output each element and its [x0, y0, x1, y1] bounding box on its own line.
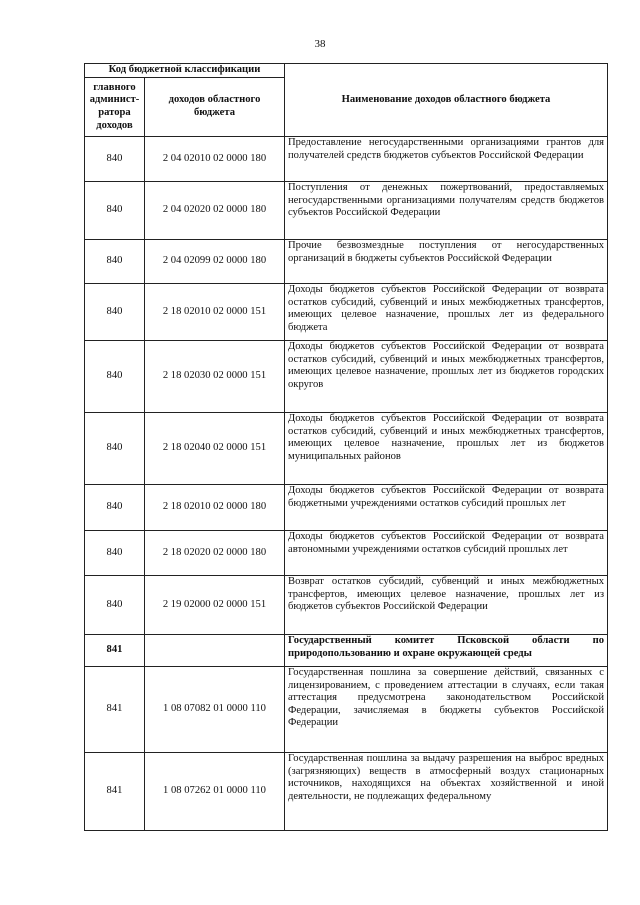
- income-code-cell: 2 04 02020 02 0000 180: [145, 182, 285, 240]
- income-name-cell: Возврат остатков субсидий, субвенций и иных межбюджетных трансфертов, имеющих целевое назначение, прошлых лет из бюджетов субъектов Российской Федерации: [285, 576, 608, 635]
- income-name-cell: Поступления от денежных пожертвований, предоставляемых негосударственными организациями получателям средств бюджетов субъектов Российской Федерации: [285, 182, 608, 240]
- income-code-cell: 2 18 02010 02 0000 151: [145, 284, 285, 341]
- admin-code-cell: 841: [85, 635, 145, 667]
- header-admin-column: [85, 78, 145, 137]
- admin-code-cell: 840: [85, 240, 145, 284]
- section-header-row: [85, 635, 608, 667]
- admin-code-cell: 840: [85, 341, 145, 413]
- admin-code-cell: 840: [85, 137, 145, 182]
- income-code-cell: 2 18 02040 02 0000 151: [145, 413, 285, 485]
- table-row: [85, 240, 608, 284]
- admin-code-cell: 840: [85, 413, 145, 485]
- admin-code-cell: 840: [85, 576, 145, 635]
- table-row: [85, 576, 608, 635]
- admin-code-cell: 841: [85, 667, 145, 753]
- income-code-cell: 1 08 07262 01 0000 110: [145, 753, 285, 831]
- income-name-cell: Государственная пошлина за выдачу разрешения на выброс вредных (загрязняющих) веществ в атмосферный воздух стационарных источников, находящихся на объектах хозяйственной и иной деятельности, не подлежащих федеральному: [285, 753, 608, 831]
- table-row: [85, 667, 608, 753]
- admin-code-cell: 841: [85, 753, 145, 831]
- income-name-cell: Предоставление негосударственными организациями грантов для получателей средств бюджетов субъектов Российской Федерации: [285, 137, 608, 182]
- header-name-column: Наименование доходов областного бюджета: [285, 64, 608, 137]
- header-income-column: доходов областного бюджета: [145, 78, 285, 137]
- admin-code-cell: 840: [85, 531, 145, 576]
- header-group-label: Код бюджетной классификации: [85, 64, 285, 78]
- income-name-cell: Доходы бюджетов субъектов Российской Федерации от возврата остатков субсидий, субвенций и иных межбюджетных трансфертов, имеющих целевое назначение, прошлых лет из бюджетов муниципальных районов: [285, 413, 608, 485]
- header-admin-line: админист-: [89, 94, 140, 106]
- budget-income-table: [84, 63, 608, 831]
- table-row: [85, 341, 608, 413]
- table-row: [85, 531, 608, 576]
- administrator-name-cell: Государственный комитет Псковской области по природопользованию и охране окружающей среды: [285, 635, 608, 667]
- income-code-cell: 2 19 02000 02 0000 151: [145, 576, 285, 635]
- income-name-cell: Доходы бюджетов субъектов Российской Федерации от возврата автономными учреждениями остатков субсидий прошлых лет: [285, 531, 608, 576]
- income-code-cell: 2 04 02010 02 0000 180: [145, 137, 285, 182]
- income-name-cell: Доходы бюджетов субъектов Российской Федерации от возврата остатков субсидий, субвенций и иных межбюджетных трансфертов, имеющих целевое назначение, прошлых лет из федерального бюджета: [285, 284, 608, 341]
- income-code-cell: 2 18 02030 02 0000 151: [145, 341, 285, 413]
- income-code-cell: [145, 635, 285, 667]
- header-admin-line: доходов: [96, 119, 133, 131]
- income-code-cell: 2 18 02020 02 0000 180: [145, 531, 285, 576]
- income-code-cell: 1 08 07082 01 0000 110: [145, 667, 285, 753]
- table-row: [85, 753, 608, 831]
- admin-code-cell: 840: [85, 182, 145, 240]
- header-row: [85, 64, 608, 78]
- table-row: [85, 182, 608, 240]
- table-row: [85, 284, 608, 341]
- income-name-cell: Доходы бюджетов субъектов Российской Федерации от возврата бюджетными учреждениями остатков субсидий прошлых лет: [285, 485, 608, 531]
- income-code-cell: 2 04 02099 02 0000 180: [145, 240, 285, 284]
- header-admin-line: ратора: [98, 107, 131, 118]
- income-name-cell: Государственная пошлина за совершение действий, связанных с лицензированием, с проведением аттестации в случаях, если такая аттестация предусмотрена законодательством Российской Федерации, зачисляемая в бюджеты субъектов Российской Федерации: [285, 667, 608, 753]
- income-name-cell: Прочие безвозмездные поступления от негосударственных организаций в бюджеты субъектов Российской Федерации: [285, 240, 608, 284]
- admin-code-cell: 840: [85, 284, 145, 341]
- income-name-cell: Доходы бюджетов субъектов Российской Федерации от возврата остатков субсидий, субвенций и иных межбюджетных трансфертов, имеющих целевое назначение, прошлых лет из бюджетов городских округов: [285, 341, 608, 413]
- header-admin-line: главного: [93, 81, 136, 93]
- table-row: [85, 137, 608, 182]
- table-row: [85, 485, 608, 531]
- page-number: 38: [314, 38, 326, 50]
- admin-code-cell: 840: [85, 485, 145, 531]
- table-row: [85, 413, 608, 485]
- income-code-cell: 2 18 02010 02 0000 180: [145, 485, 285, 531]
